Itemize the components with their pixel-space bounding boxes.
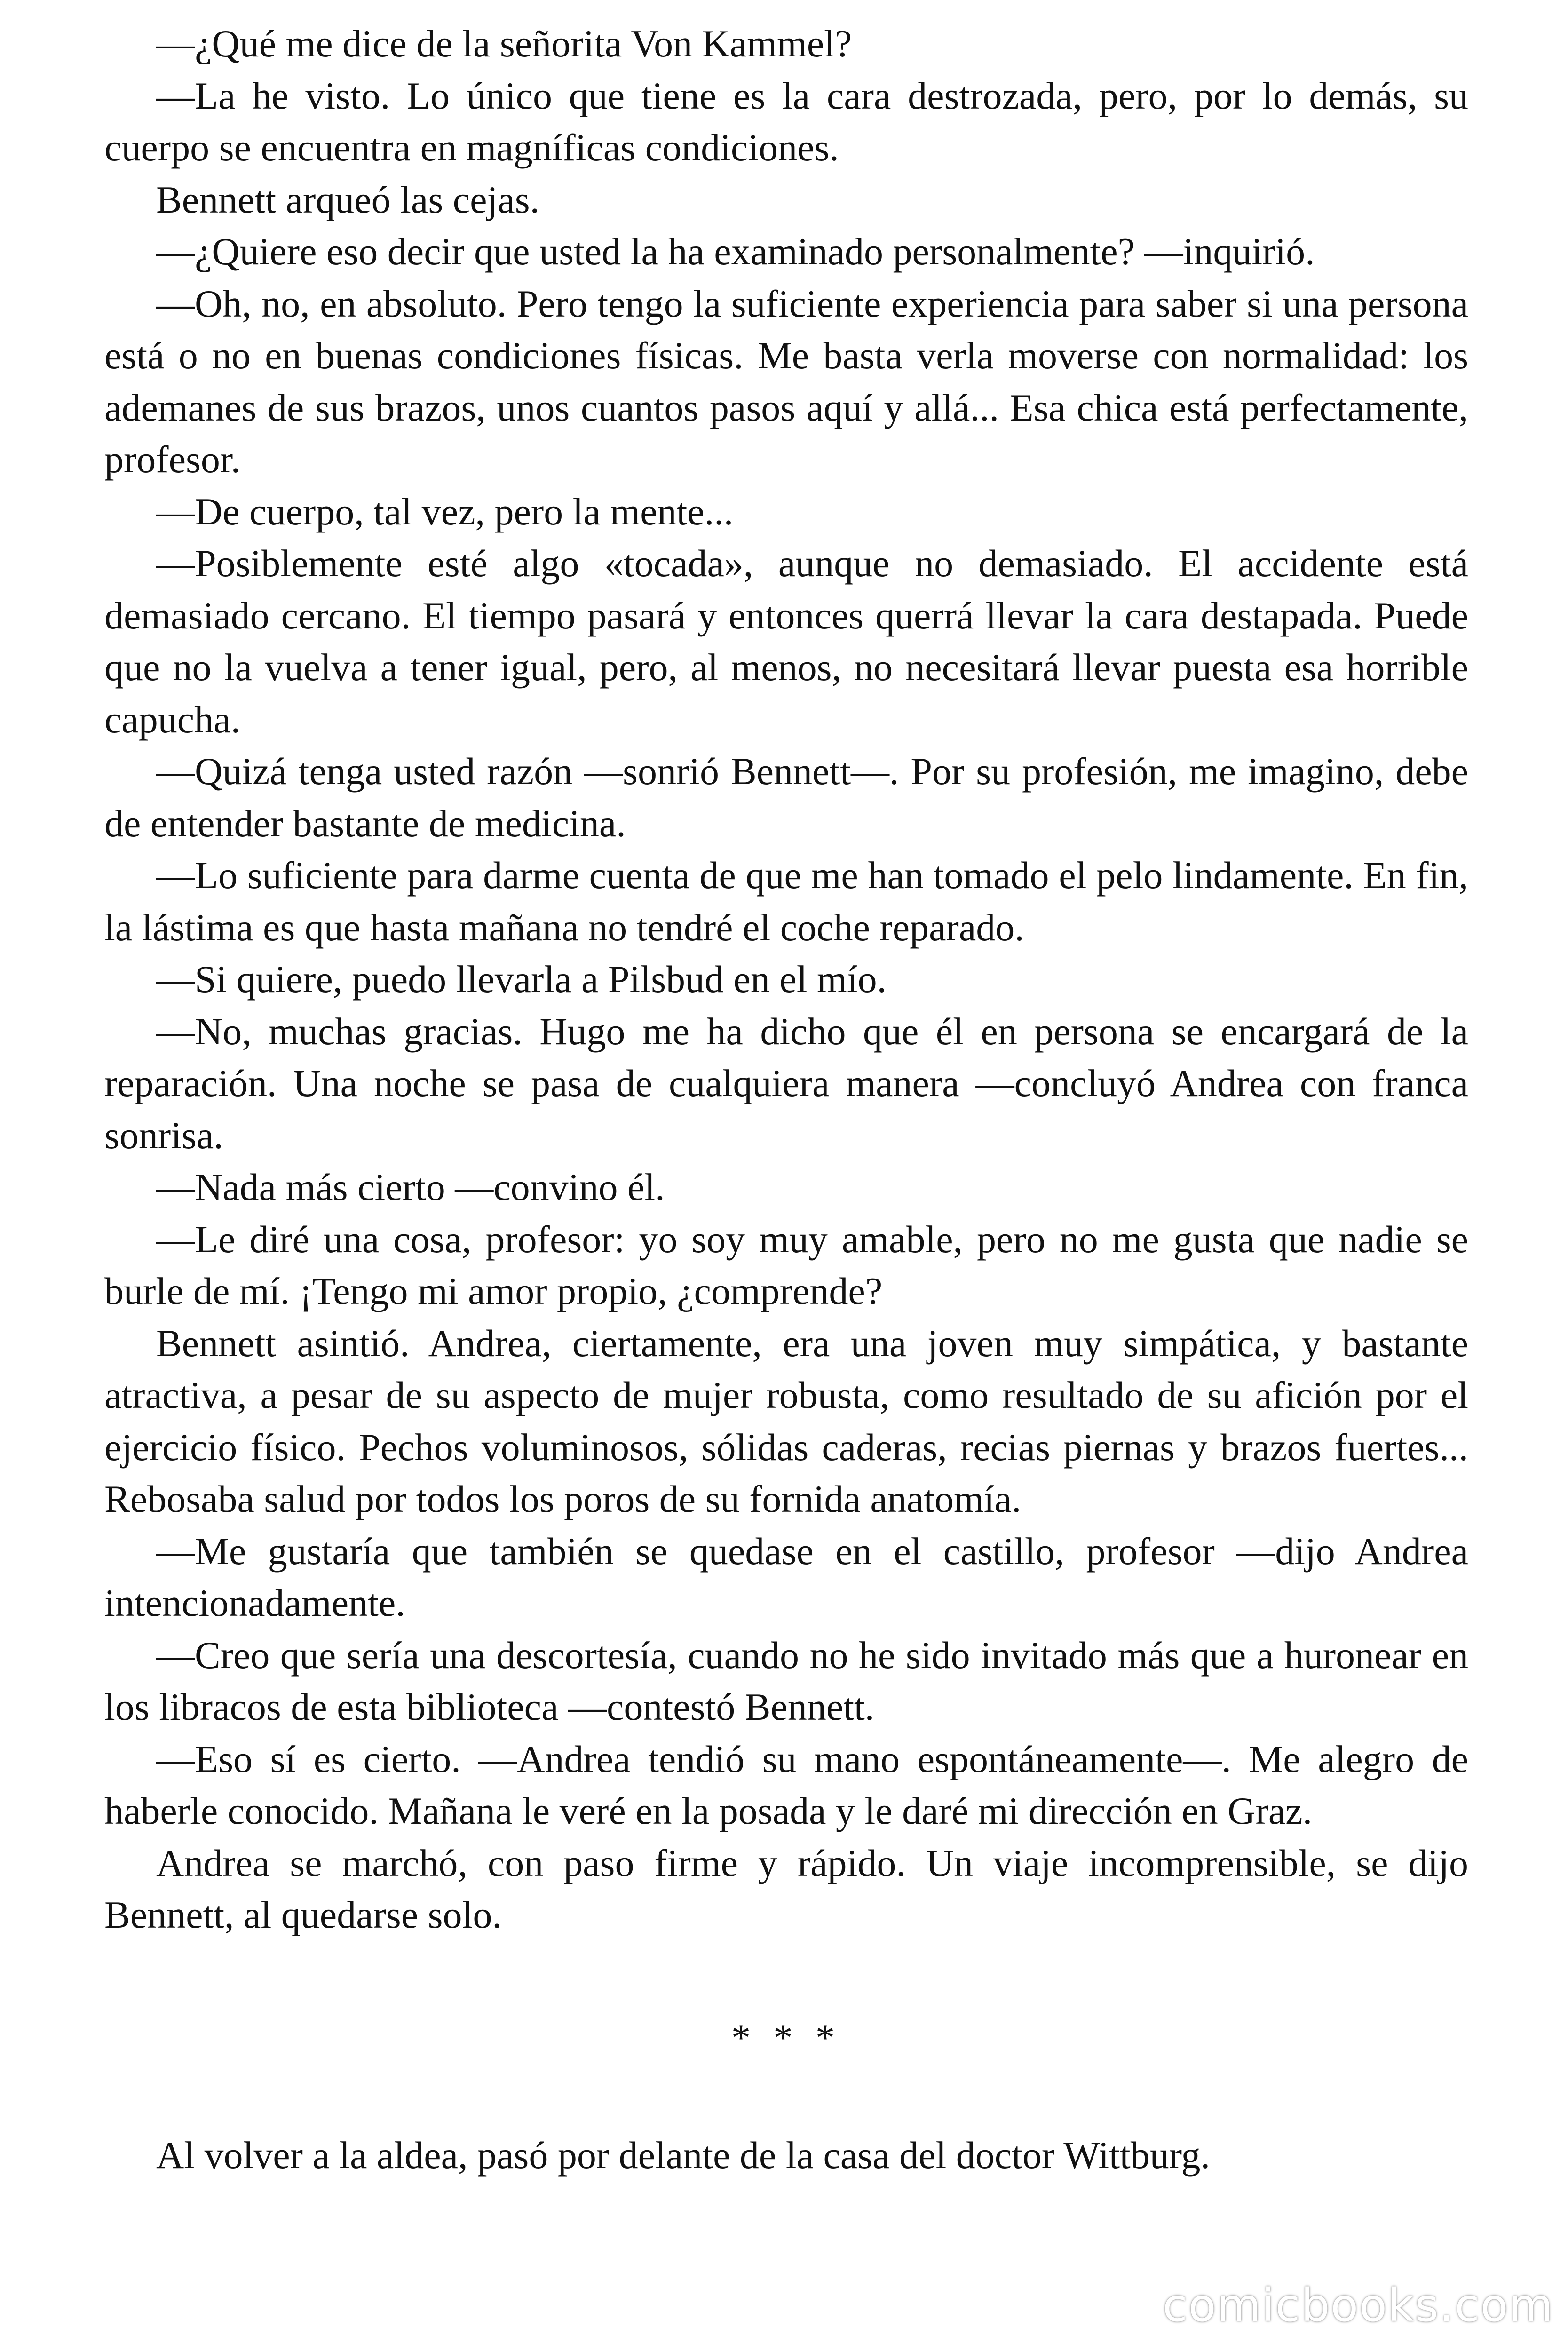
book-page [104,18,1468,2181]
closing-paragraph: Al volver a la aldea, pasó por delante de la casa del doctor Wittburg. [156,2133,1211,2177]
paragraph: Bennett arqueó las cejas. [156,178,540,221]
paragraph: —Oh, no, en absoluto. Pero tengo la suficiente experiencia para saber si una persona está o no en buenas condiciones físicas. Me basta verla moverse con normalidad: los ademanes de sus brazos, unos cuantos pasos aquí y allá... Esa chica está perfectamente, profesor. [104,282,1468,481]
paragraph: —Posiblemente esté algo «tocada», aunque no demasiado. El accidente está demasiado cercano. El tiempo pasará y entonces querrá llevar la cara destapada. Puede que no la vuelva a tener igual, pero, al menos, no necesitará llevar puesta esa horrible capucha. [104,542,1468,741]
paragraph: Andrea se marchó, con paso firme y rápido. Un viaje incomprensible, se dijo Bennett, al quedarse solo. [104,1841,1468,1936]
watermark: comicbooks.com [1162,2279,1554,2332]
section-separator: * * * [731,2016,841,2059]
paragraph: —Lo suficiente para darme cuenta de que me han tomado el pelo lindamente. En fin, la lástima es que hasta mañana no tendré el coche reparado. [104,854,1468,949]
paragraph: —¿Qué me dice de la señorita Von Kammel? [156,22,852,65]
paragraph: —Eso sí es cierto. —Andrea tendió su mano espontáneamente—. Me alegro de haberle conocido. Mañana le veré en la posada y le daré mi dirección en Graz. [104,1737,1468,1832]
paragraph: —La he visto. Lo único que tiene es la cara destrozada, pero, por lo demás, su cuerpo se encuentra en magníficas condiciones. [104,74,1468,169]
paragraph: —Creo que sería una descortesía, cuando no he sido invitado más que a huronear en los libracos de esta biblioteca —contestó Bennett. [104,1633,1468,1728]
paragraph: —¿Quiere eso decir que usted la ha examinado personalmente? —inquirió. [156,230,1315,273]
paragraph: —De cuerpo, tal vez, pero la mente... [156,490,734,533]
paragraph: —Me gustaría que también se quedase en el castillo, profesor —dijo Andrea intencionadamente. [104,1529,1468,1624]
paragraph: Bennett asintió. Andrea, ciertamente, era una joven muy simpática, y bastante atractiva, a pesar de su aspecto de mujer robusta, como resultado de su afición por el ejercicio físico. Pechos voluminosos, sólidas caderas, recias piernas y brazos fuertes... Rebosaba salud por todos los poros de su fornida anatomía. [104,1321,1468,1520]
paragraph: —Nada más cierto —convino él. [156,1166,665,1208]
paragraph: —Quizá tenga usted razón —sonrió Bennett—. Por su profesión, me imagino, debe de entender bastante de medicina. [104,750,1468,845]
paragraph: —No, muchas gracias. Hugo me ha dicho que él en persona se encargará de la reparación. Una noche se pasa de cualquiera manera —concluyó Andrea con franca sonrisa. [104,1009,1468,1157]
paragraph: —Le diré una cosa, profesor: yo soy muy amable, pero no me gusta que nadie se burle de mí. ¡Tengo mi amor propio, ¿comprende? [104,1217,1468,1312]
paragraph: —Si quiere, puedo llevarla a Pilsbud en el mío. [156,958,887,1001]
